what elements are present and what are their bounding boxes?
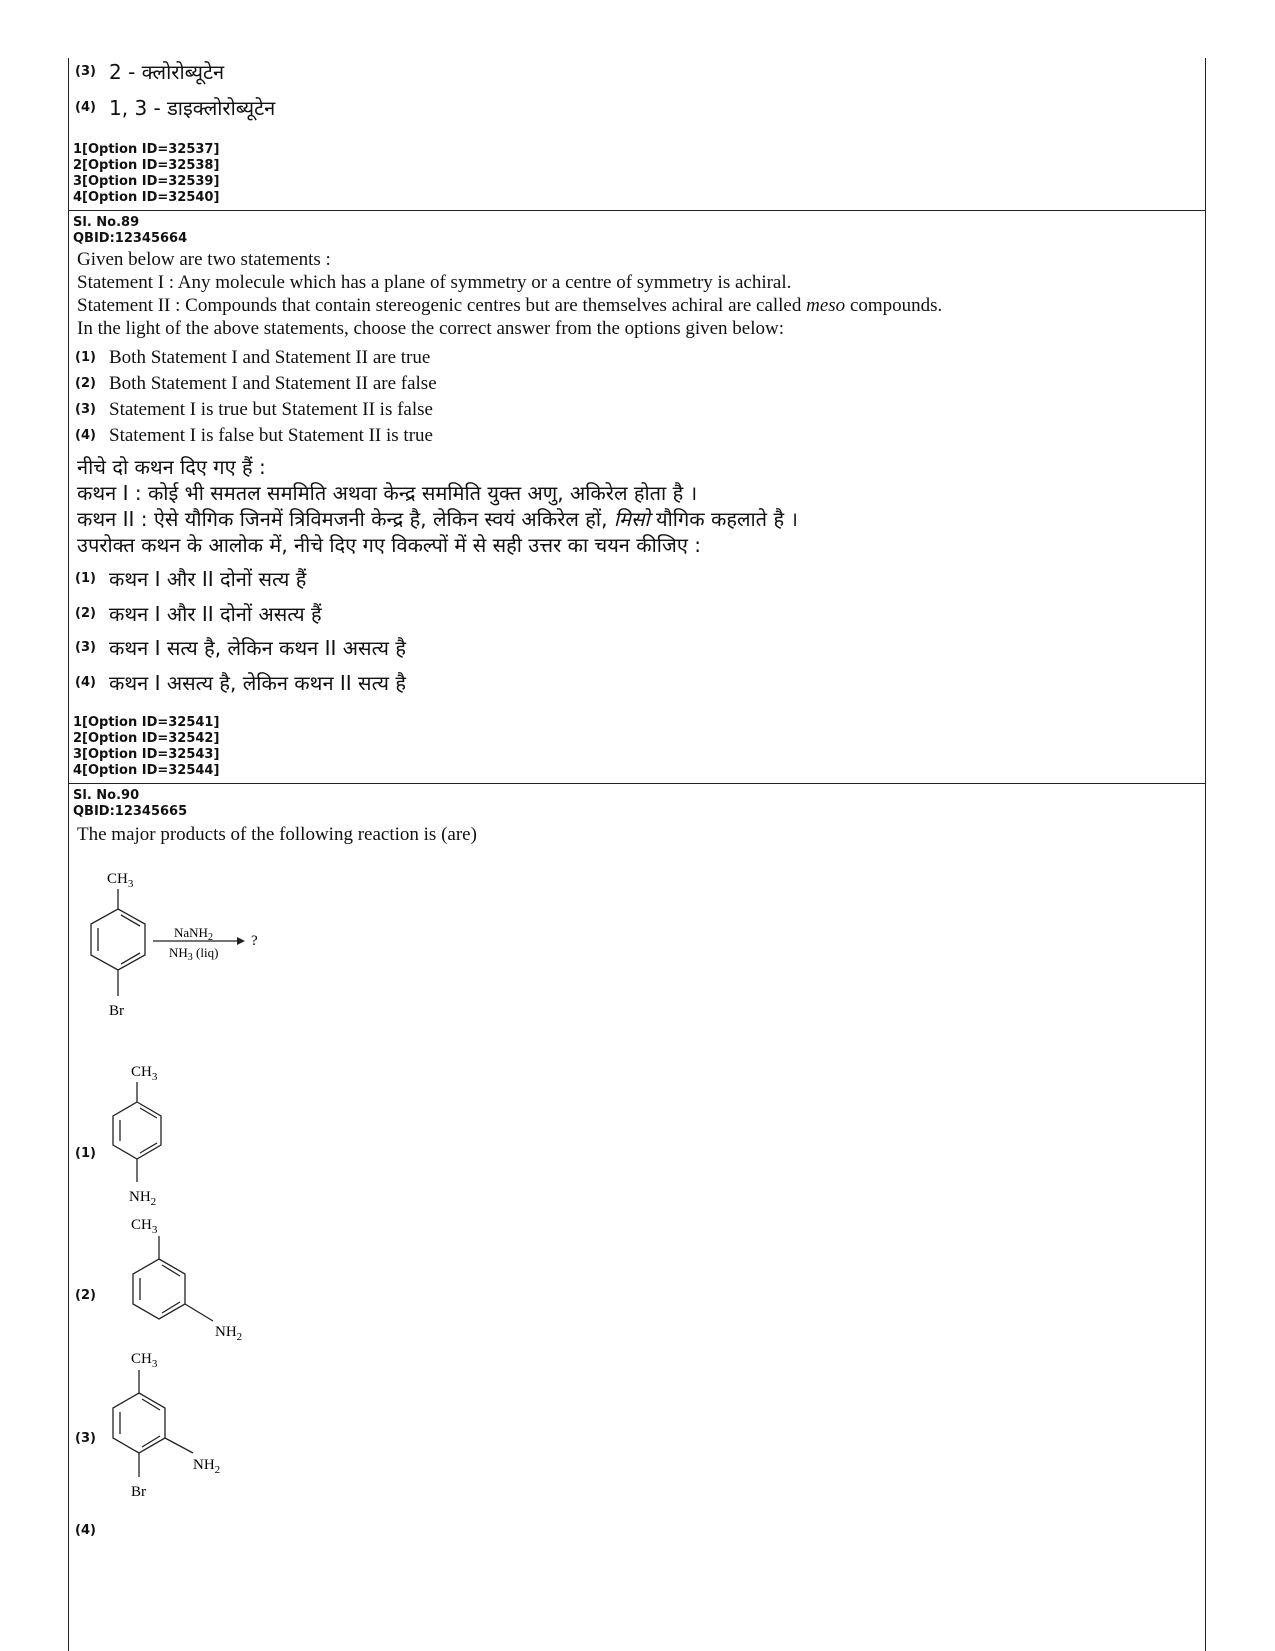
en-statement-2: Statement II : Compounds that contain stereogenic centres but are themselves achiral are called meso compounds. [77, 295, 943, 316]
reagent-nanh2: NaNH$_2$ [174, 925, 213, 943]
option-2-structure [109, 1211, 269, 1361]
en-stem-line-4: In the light of the above statements, choose the correct answer from the options given below: [77, 318, 785, 339]
q90-stem: The major products of the following reaction is (are) [77, 824, 477, 845]
hi-option-2: (2) कथन I और II दोनों असत्य हैं [75, 602, 322, 626]
option-id-list: 1[Option ID=32541] 2[Option ID=32542] 3[Option ID=32543] 4[Option ID=32544] [73, 715, 220, 778]
q90-option-4: (4) [75, 1523, 96, 1538]
reagent-nh3-liq: $NH_3$ (liq) [169, 945, 219, 963]
en-option-3: (3) Statement I is true but Statement II is false [75, 399, 433, 420]
section-divider [69, 783, 1205, 784]
product-question-mark: ? [251, 933, 258, 949]
hi-option-3: (3) कथन I सत्य है, लेकिन कथन II असत्य है [75, 636, 406, 660]
question-header: Sl. No.89 QBID:12345664 [73, 215, 188, 246]
substituent-ch3: $CH_3$ [107, 871, 134, 890]
option-id-list: 1[Option ID=32537] 2[Option ID=32538] 3[Option ID=32539] 4[Option ID=32540] [73, 142, 220, 205]
question-header: Sl. No.90 QBID:12345665 [73, 788, 188, 819]
en-option-4: (4) Statement I is false but Statement II is true [75, 425, 433, 446]
svg-text:CH3: $CH_3$ [131, 1351, 158, 1370]
hi-stem-line-4: उपरोक्त कथन के आलोक में, नीचे दिए गए विकल्पों में से सही उत्तर का चयन कीजिए : [77, 533, 701, 557]
question-90 [69, 786, 1205, 1651]
svg-text:NH2: $NH_2$ [215, 1324, 243, 1343]
option-3-structure [109, 1341, 269, 1521]
question-paper-frame [68, 58, 1206, 1651]
option-1-structure [109, 1056, 209, 1236]
q90-option-2: (2) [75, 1288, 96, 1303]
hi-stem-line-1: नीचे दो कथन दिए गए हैं : [77, 455, 266, 479]
hi-statement-1: कथन I : कोई भी समतल सममिति अथवा केन्द्र सममिति युक्त अणु, अकिरेल होता है । [77, 481, 698, 505]
en-option-1: (1) Both Statement I and Statement II are true [75, 347, 431, 368]
en-stem-line-1: Given below are two statements : [77, 249, 331, 270]
en-statement-1: Statement I : Any molecule which has a plane of symmetry or a centre of symmetry is achiral. [77, 272, 792, 293]
svg-text:CH3: $CH_3$ [131, 1217, 158, 1236]
q90-option-1: (1) [75, 1146, 96, 1161]
svg-text:CH3: $CH_3$ [131, 1064, 158, 1083]
hi-statement-2: कथन II : ऐसे यौगिक जिनमें त्रिविमजनी केन्द्र है, लेकिन स्वयं अकिरेल हों, मिसो यौगिक कहलाते है । [77, 507, 799, 531]
option-4: (4) 1, 3 - डाइक्लोरोब्यूटेन [75, 96, 276, 120]
reaction-scheme [79, 861, 279, 1041]
svg-text:NH2: $NH_2$ [193, 1457, 221, 1476]
hi-option-4: (4) कथन I असत्य है, लेकिन कथन II सत्य है [75, 671, 406, 695]
substituent-br: Br [109, 1003, 124, 1019]
section-divider [69, 210, 1205, 211]
previous-question-tail [69, 58, 1205, 210]
q90-option-3: (3) [75, 1431, 96, 1446]
hi-option-1: (1) कथन I और II दोनों सत्य हैं [75, 567, 307, 591]
benzene-ring [91, 909, 145, 970]
svg-text:NH2: $NH_2$ [129, 1189, 157, 1208]
svg-text:Br: Br [131, 1484, 146, 1500]
question-89 [69, 213, 1205, 783]
en-option-2: (2) Both Statement I and Statement II are false [75, 373, 437, 394]
option-3: (3) 2 - क्लोरोब्यूटेन [75, 60, 225, 84]
